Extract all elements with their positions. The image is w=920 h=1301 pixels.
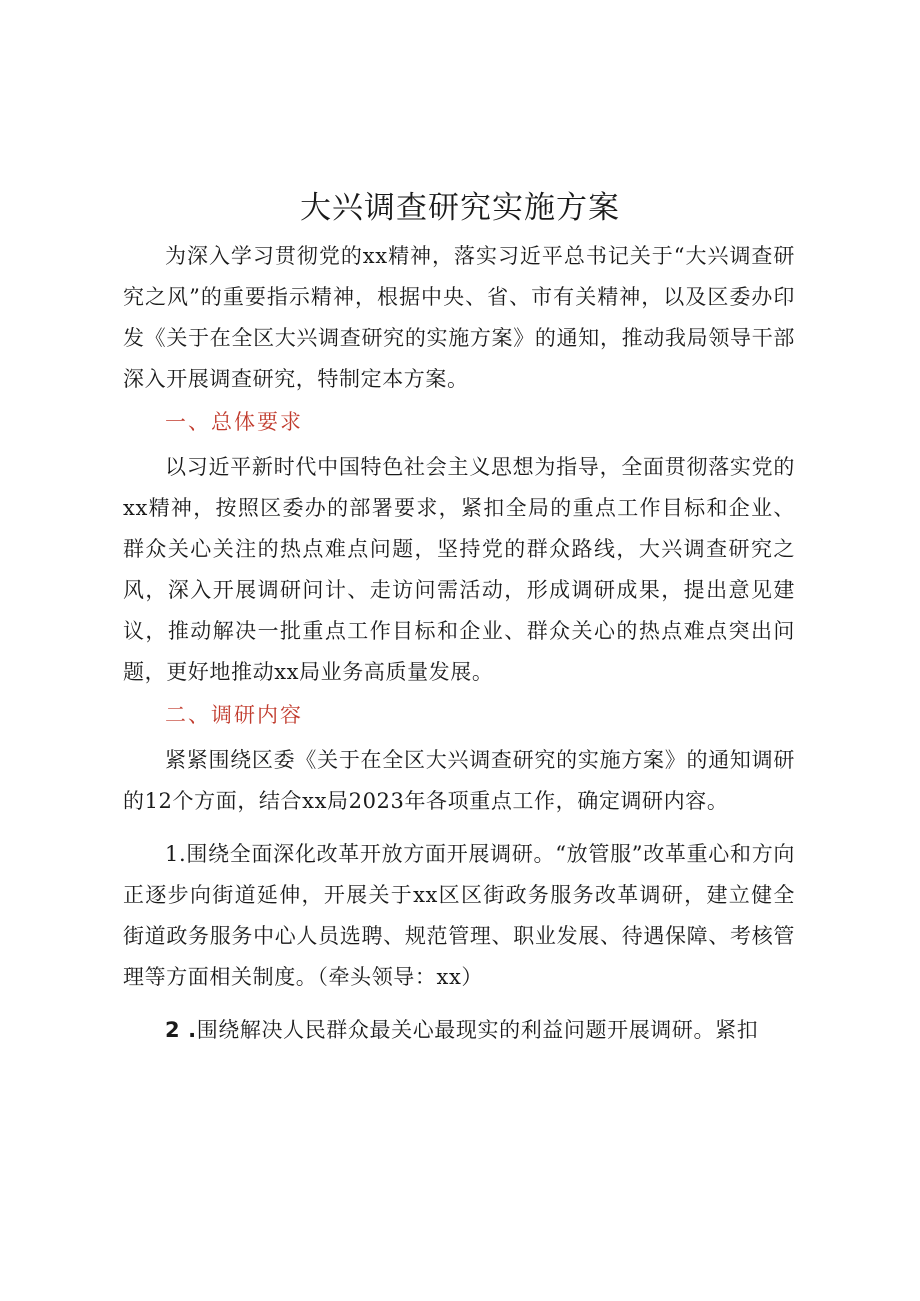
document-title: 大兴调查研究实施方案 <box>300 190 620 226</box>
document-body <box>123 236 795 1051</box>
list-item-2 <box>123 1010 795 1051</box>
list-item-number: 2 . <box>165 1018 197 1042</box>
list-item-number: 1. <box>165 842 187 866</box>
list-item-text: 围绕解决人民群众最关心最现实的利益问题开展调研。紧扣 <box>196 1018 759 1042</box>
section-heading-general-requirements: 一、总体要求 <box>165 410 303 434</box>
section-heading-research-content: 二、调研内容 <box>165 703 303 727</box>
section-paragraph-research-content: 紧紧围绕区委《关于在全区大兴调查研究的实施方案》的通知调研的12个方面，结合xx局2023年各项重点工作，确定调研内容。 <box>123 748 795 813</box>
section-paragraph-general-requirements: 以习近平新时代中国特色社会主义思想为指导，全面贯彻落实党的xx精神，按照区委办的部署要求，紧扣全局的重点工作目标和企业、群众关心关注的热点难点问题，坚持党的群众路线，大兴调查研究之风，深入开展调研问计、走访问需活动，形成调研成果，提出意见建议，推动解决一批重点工作目标和企业、群众关心的热点难点突出问题，更好地推动xx局业务高质量发展。 <box>123 455 795 684</box>
list-item-text: 围绕全面深化改革开放方面开展调研。“放管服”改革重心和方向正逐步向街道延伸，开展关于xx区区街政务服务改革调研，建立健全街道政务服务中心人员选聘、规范管理、职业发展、待遇保障、考核管理等方面相关制度。（牵头领导：xx） <box>123 842 795 989</box>
intro-paragraph: 为深入学习贯彻党的xx精神，落实习近平总书记关于“大兴调查研究之风”的重要指示精神，根据中央、省、市有关精神，以及区委办印发《关于在全区大兴调查研究的实施方案》的通知，推动我局领导干部深入开展调查研究，特制定本方案。 <box>123 244 795 391</box>
list-item-1 <box>123 834 795 998</box>
